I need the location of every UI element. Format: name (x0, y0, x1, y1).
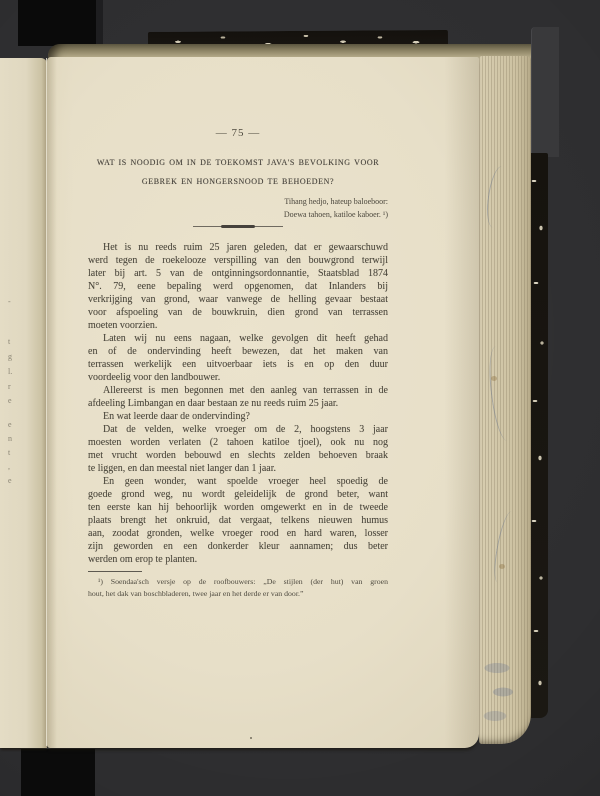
body-line: te liggen, en dan meestal niet langer dan 1 jaar. (88, 463, 276, 474)
footnote-line: ¹) Soendaa'sch versje op de roofbouwers: „De stijlen (der hut) van groen (98, 577, 388, 586)
body-line: terrassen werkelijk een uitvoerbaar iets is en op den duur (88, 359, 388, 370)
page-stain (250, 737, 252, 739)
marbled-cover-right-edge (529, 153, 548, 718)
facing-page-text-fragment: e (8, 476, 12, 485)
body-line: goede grond weg, nu wordt geleidelijk de grond beter, want (88, 489, 388, 500)
book-page (47, 57, 479, 748)
body-line: ten eerste kan hij behoorlijk worden omgewerkt en in de tweede (88, 502, 388, 513)
fore-edge-stain (491, 376, 497, 381)
body-line: aan, zoodat gronden, welke vroeger rood en hard waren, losser (88, 528, 388, 539)
body-line: werd tegen de roekelooze verspilling van den bouwgrond terwijl (88, 255, 388, 266)
body-line: werden om erop te planten. (88, 554, 198, 565)
facing-page-text-fragment: - (8, 297, 11, 306)
facing-page-edge (0, 58, 47, 748)
body-line: Laten wij nu eens nagaan, welke gevolgen dit heeft gehad (103, 333, 388, 344)
page-number: — 75 — (215, 127, 261, 139)
right-cover-edge (531, 27, 559, 157)
facing-page-text-fragment: r (8, 382, 11, 391)
footnote (88, 576, 388, 600)
fore-edge-marbling-mark (484, 165, 510, 229)
cover-gap-shadow (18, 0, 96, 46)
fore-edge-stain (499, 564, 505, 569)
epigraph (284, 195, 388, 221)
cover-seam (96, 0, 103, 44)
fore-edge-page-stack (479, 56, 531, 744)
section-divider (193, 226, 283, 227)
epigraph-line: Tihang hedjo, hateup baloeboor: (284, 197, 388, 206)
body-line: En wat leerde daar de ondervinding? (103, 411, 250, 422)
body-line: zijn geworden en een donkerder kleur aannamen; dus beter (88, 541, 388, 552)
body-line: voordeelig voor den landbouwer. (88, 372, 221, 383)
facing-page-text-fragment: g (8, 352, 12, 361)
body-line: voor afspoeling van de bouwkruin, dien grond van terrassen (88, 307, 388, 318)
section-divider-center (221, 225, 255, 228)
body-line: moesten worden verlaten (2 tahoen katiloe tjoel), ook nu nog (88, 437, 388, 448)
article-title-line-2: GEBREK EN HONGERSNOOD TE BEHOEDEN? (141, 177, 335, 186)
fore-edge-marbling-mark (491, 510, 518, 584)
body-line: En geen wonder, want spoelde vroeger heel spoedig de (103, 476, 388, 487)
bottom-cover-shadow (21, 749, 95, 796)
facing-page-text-fragment: e (8, 420, 12, 429)
fore-edge-marbling-mark (484, 345, 518, 442)
fore-edge-marbling-patch (483, 648, 517, 736)
body-line: moeten voorzien. (88, 320, 158, 331)
body-line: Het is nu reeds ruim 25 jaren geleden, dat er gewaarschuwd (103, 242, 388, 253)
body-line: later bij art. 5 van de ontginningsordonnantie, Staatsblad 1874 (88, 268, 388, 279)
body-line: verkrijging van grond, waar vanwege de helling gevaar bestaat (88, 294, 388, 305)
footnote-line: hout, het dak van boschbladeren, twee jaar en het derde er van door.” (88, 589, 304, 598)
body-text (88, 241, 388, 566)
article-title-line-1: WAT IS NOODIG OM IN DE TOEKOMST JAVA'S BEVOLKING VOOR (96, 158, 380, 167)
body-line: N°. 79, eene bepaling werd opgenomen, dat Inlanders bij (88, 281, 388, 292)
footnote-rule (88, 571, 142, 572)
facing-page-text-fragment: t (8, 337, 11, 346)
body-line: Allereerst is men begonnen met den aanleg van terrassen in de (103, 385, 388, 396)
body-line: afdeeling Limbangan en daar bestaan ze nu reeds ruim 25 jaar. (88, 398, 339, 409)
body-line: en of de ondervinding heeft bewezen, dat het maken van (88, 346, 388, 357)
facing-page-text-fragment: l. (8, 367, 13, 376)
facing-page-text-fragment: , (8, 462, 10, 471)
body-line: met vrucht worden bebouwd en slechts zelden behoeven braak (88, 450, 388, 461)
facing-page-text-fragment: e (8, 396, 12, 405)
epigraph-line: Doewa tahoen, katiloe kaboer. ¹) (283, 210, 388, 219)
facing-page-text-fragment: t (8, 448, 11, 457)
body-line: plaats brengt het onkruid, dat vergaat, telkens nieuwen humus (88, 515, 388, 526)
facing-page-text-fragment: n (8, 434, 12, 443)
body-line: Dat de velden, welke vroeger om de 2, hoogstens 3 jaar (103, 424, 388, 435)
